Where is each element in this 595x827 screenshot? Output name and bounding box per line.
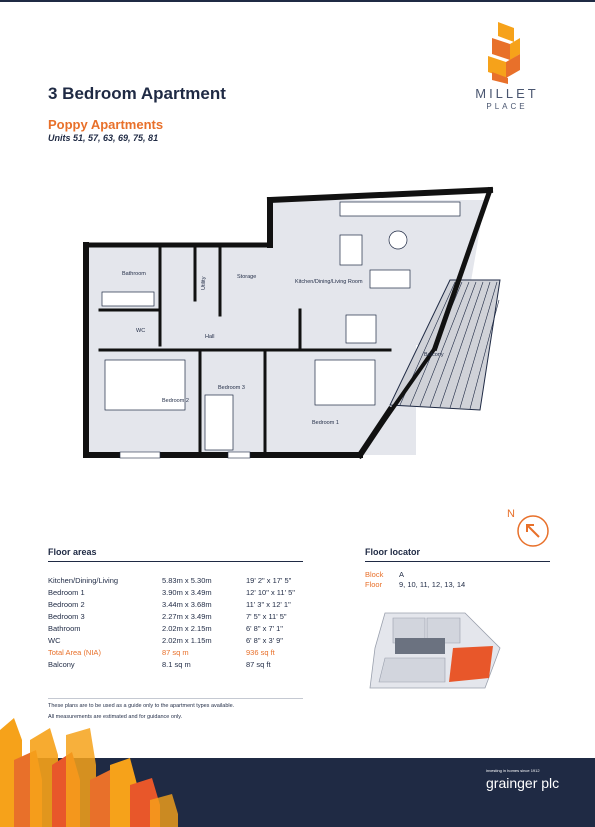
room-wc: WC: [136, 328, 146, 334]
area-row: Balcony 8.1 sq m 87 sq ft: [48, 660, 271, 669]
room-bedroom3: Bedroom 3: [218, 385, 245, 391]
page-subtitle: Poppy Apartments: [48, 117, 164, 132]
floor-areas-heading: Floor areas: [48, 547, 97, 557]
floor-locator-rule: [365, 561, 550, 562]
block-label: Block: [365, 570, 384, 579]
plan-floor: [86, 200, 485, 455]
room-bathroom: Bathroom: [122, 271, 146, 277]
apartment-highlight: [449, 646, 493, 682]
north-label: N: [507, 508, 515, 520]
floor-label: Floor: [365, 580, 383, 589]
room-balcony: Balcony: [424, 352, 444, 358]
page-title: 3 Bedroom Apartment: [48, 84, 226, 103]
footer-buildings-graphic: [0, 710, 183, 827]
note-guide: These plans are to be used as a guide only to the apartment types available.: [48, 703, 235, 709]
floor-plan: [60, 180, 510, 470]
block-value: A: [399, 570, 405, 579]
area-row: Kitchen/Dining/Living 5.83m x 5.30m 19' 2" x 17' 5": [48, 576, 292, 585]
floor-locator-heading: Floor locator: [365, 547, 421, 557]
area-row: Bedroom 2 3.44m x 3.68m 11' 3" x 12' 1": [48, 600, 291, 609]
room-bedroom2: Bedroom 2: [162, 398, 189, 404]
units-list: Units 51, 57, 63, 69, 75, 81: [48, 133, 159, 143]
notes-rule: [48, 698, 303, 699]
floor-locator-map: [365, 608, 505, 690]
floor-areas-rule: [48, 561, 303, 562]
area-row-total: Total Area (NIA) 87 sq m 936 sq ft: [48, 648, 275, 657]
logo-place: PLACE: [486, 102, 528, 111]
area-row: Bedroom 3 2.27m x 3.49m 7' 5" x 11' 5": [48, 612, 287, 621]
room-storage: Storage: [237, 274, 257, 280]
area-row: Bedroom 1 3.90m x 3.49m 12' 10" x 11' 5": [48, 588, 295, 597]
top-rule: [0, 0, 595, 2]
grainger-logo: grainger plc: [486, 775, 560, 791]
logo-wordmark: MILLET: [475, 86, 539, 101]
floor-value: 9, 10, 11, 12, 13, 14: [399, 580, 466, 589]
room-kitchen: Kitchen/Dining/Living Room: [295, 279, 363, 285]
room-hall: Hall: [205, 334, 215, 340]
area-row: Bathroom 2.02m x 2.15m 6' 8" x 7' 1": [48, 624, 283, 633]
north-compass-icon: [505, 505, 551, 549]
room-utility: Utility: [201, 276, 207, 290]
room-bedroom1: Bedroom 1: [312, 420, 339, 426]
footer-tagline: investing in homes since 1912: [486, 768, 540, 773]
area-row: WC 2.02m x 1.15m 6' 8" x 3' 9": [48, 636, 283, 645]
note-estimate: All measurements are estimated and for guidance only.: [48, 714, 183, 720]
